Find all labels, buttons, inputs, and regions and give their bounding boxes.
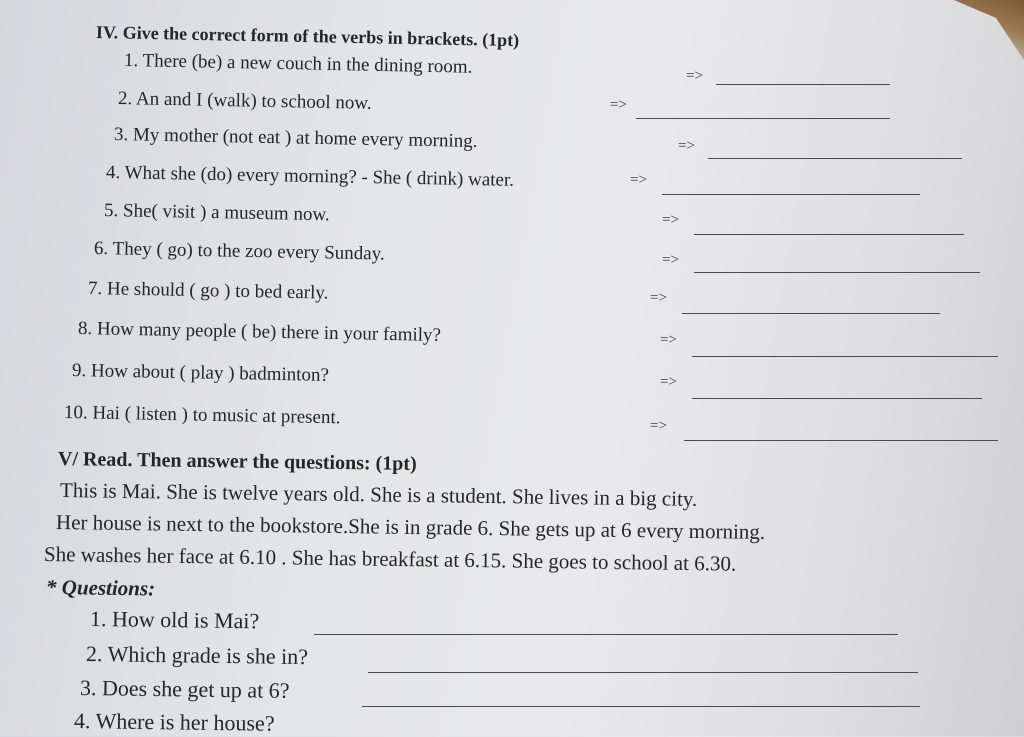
answer-arrow-6: => — [662, 252, 679, 268]
exercise-item-6: 6. They ( go) to the zoo every Sunday. — [93, 238, 385, 265]
exercise-item-8: 8. How many people ( be) there in your family? — [77, 318, 442, 346]
exercise-item-3: 3. My mother (not eat ) at home every morning. — [113, 124, 478, 152]
exercise-item-1: 1. There (be) a new couch in the dining room. — [123, 50, 473, 78]
exercise-item-5: 5. She( visit ) a museum now. — [103, 200, 330, 226]
exercise-item-4: 4. What she (do) every morning? - She ( drink) water. — [105, 162, 515, 191]
question-3: 3. Does she get up at 6? — [79, 675, 290, 703]
question-2: 2. Which grade is she in? — [85, 641, 309, 670]
answer-blank-5[interactable] — [694, 234, 964, 235]
answer-arrow-3: => — [678, 138, 695, 154]
answer-arrow-4: => — [630, 172, 647, 188]
answer-blank-8[interactable] — [692, 356, 998, 357]
answer-blank-2[interactable] — [636, 118, 890, 119]
answer-arrow-10: => — [650, 418, 667, 434]
answer-arrow-5: => — [662, 212, 679, 228]
section-5-title: V/ Read. Then answer the questions: (1pt) — [57, 448, 417, 476]
question-2-answer-line[interactable] — [368, 672, 918, 673]
answer-arrow-9: => — [660, 374, 677, 390]
answer-arrow-1: => — [686, 68, 703, 84]
answer-blank-6[interactable] — [694, 272, 980, 273]
answer-blank-7[interactable] — [682, 313, 940, 314]
passage-line-3: She washes her face at 6.10 . She has breakfast at 6.15. She goes to school at 6.30. — [43, 542, 737, 576]
exercise-item-7: 7. He should ( go ) to bed early. — [87, 278, 329, 304]
answer-arrow-8: => — [660, 332, 677, 348]
question-1: 1. How old is Mai? — [89, 606, 260, 634]
exercise-item-10: 10. Hai ( listen ) to music at present. — [63, 402, 341, 429]
passage-line-2: Her house is next to the bookstore.She is in grade 6. She gets up at 6 every morning. — [55, 510, 766, 544]
answer-arrow-2: => — [610, 97, 627, 113]
passage-line-1: This is Mai. She is twelve years old. She is a student. She lives in a big city. — [59, 478, 698, 511]
answer-blank-9[interactable] — [692, 398, 982, 399]
answer-blank-1[interactable] — [716, 84, 890, 85]
section-4-title: IV. Give the correct form of the verbs in brackets. (1pt) — [95, 22, 520, 51]
question-3-answer-line[interactable] — [362, 706, 920, 707]
question-1-answer-line[interactable] — [314, 634, 898, 635]
exercise-item-2: 2. An and I (walk) to school now. — [117, 88, 372, 114]
question-4: 4. Where is her house? — [73, 708, 275, 736]
exercise-item-9: 9. How about ( play ) badminton? — [71, 360, 330, 386]
answer-blank-10[interactable] — [684, 440, 998, 441]
answer-blank-3[interactable] — [708, 158, 962, 159]
answer-blank-4[interactable] — [662, 194, 920, 195]
answer-arrow-7: => — [650, 290, 667, 306]
questions-label: * Questions: — [45, 575, 156, 601]
